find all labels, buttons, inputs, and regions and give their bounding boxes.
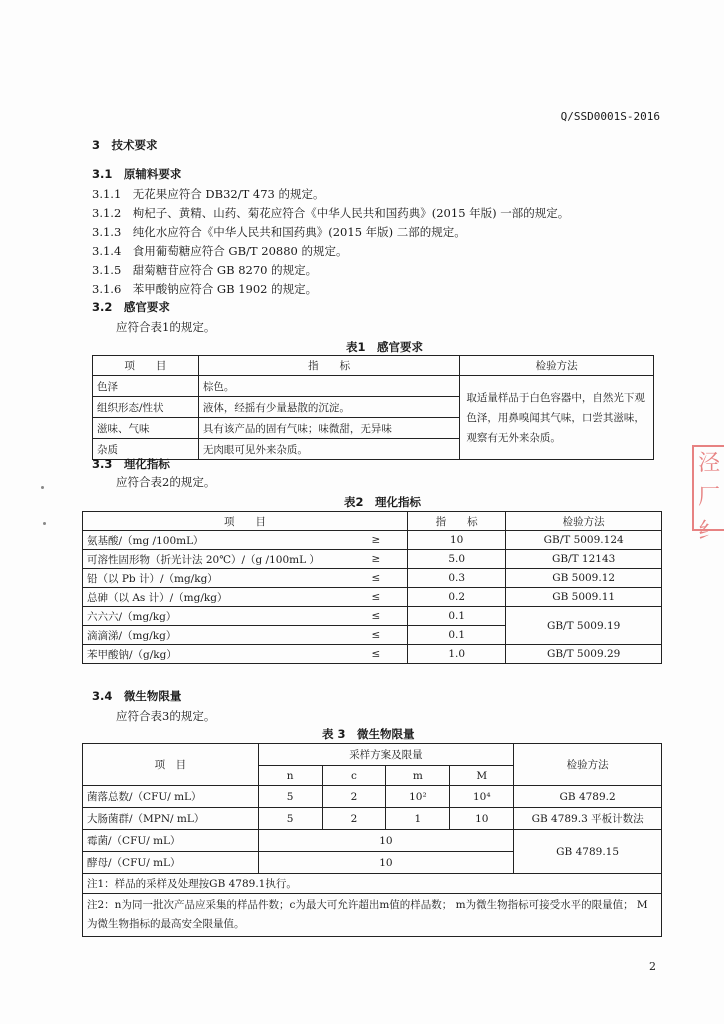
table1-caption: 表1 感官要求 bbox=[346, 340, 424, 354]
table-cell: ≤ bbox=[345, 607, 408, 626]
table-cell: 滋味、气味 bbox=[93, 418, 199, 439]
section-3-heading: 3 技术要求 bbox=[92, 138, 158, 152]
clause-3-1-6: 3.1.6 苯甲酸钠应符合 GB 1902 的规定。 bbox=[92, 282, 318, 296]
table-cell: GB 4789.15 bbox=[514, 830, 662, 874]
table-cell: GB 4789.2 bbox=[514, 786, 662, 808]
section-3-2-heading: 3.2 感官要求 bbox=[92, 300, 170, 314]
table-cell: 10² bbox=[386, 786, 450, 808]
table-cell: ≤ bbox=[345, 588, 408, 607]
clause-3-1-5: 3.1.5 甜菊糖苷应符合 GB 8270 的规定。 bbox=[92, 263, 318, 277]
table-cell: 2 bbox=[322, 786, 386, 808]
table3-header-method: 检验方法 bbox=[514, 744, 662, 786]
section-3-1-heading: 3.1 原辅料要求 bbox=[92, 167, 182, 181]
table-cell: 0.1 bbox=[408, 626, 506, 645]
table-cell: 大肠菌群/（MPN/ mL） bbox=[83, 808, 259, 830]
table-cell: GB/T 12143 bbox=[506, 550, 662, 569]
table-cell: 10 bbox=[258, 830, 514, 852]
table3-header-c: c bbox=[322, 766, 386, 786]
clause-3-1-2: 3.1.2 枸杞子、黄精、山药、菊花应符合《中华人民共和国药典》(2015 年版) 一部的规定。 bbox=[92, 206, 570, 220]
table-cell: 2 bbox=[322, 808, 386, 830]
scan-speck bbox=[41, 486, 44, 489]
table-cell: 组织形态/性状 bbox=[93, 397, 199, 418]
table2-header-method: 检验方法 bbox=[506, 512, 662, 531]
table3-header-M: M bbox=[450, 766, 514, 786]
table1-method: 取适量样品于白色容器中，自然光下观色泽，用鼻嗅闻其气味，口尝其滋味，观察有无外来杂质。 bbox=[460, 376, 654, 460]
table-cell: 0.1 bbox=[408, 607, 506, 626]
table-cell: 5 bbox=[258, 786, 322, 808]
table-cell: 色泽 bbox=[93, 376, 199, 397]
table-cell: 1 bbox=[386, 808, 450, 830]
table2-header-index: 指 标 bbox=[408, 512, 506, 531]
table1-header-index: 指 标 bbox=[198, 356, 460, 376]
table-cell: 棕色。 bbox=[198, 376, 460, 397]
clause-3-1-1: 3.1.1 无花果应符合 DB32/T 473 的规定。 bbox=[92, 187, 325, 201]
scan-speck bbox=[43, 522, 46, 525]
clause-3-1-4: 3.1.4 食用葡萄糖应符合 GB/T 20880 的规定。 bbox=[92, 244, 348, 258]
table-cell: 无肉眼可见外来杂质。 bbox=[198, 439, 460, 460]
table1-header-method: 检验方法 bbox=[460, 356, 654, 376]
table3-header-m: m bbox=[386, 766, 450, 786]
table-cell: 六六六/（mg/kg） bbox=[83, 607, 345, 626]
section-3-4-heading: 3.4 微生物限量 bbox=[92, 689, 182, 703]
table-cell: 5.0 bbox=[408, 550, 506, 569]
table3-note-1: 注1：样品的采样及处理按GB 4789.1执行。 bbox=[83, 874, 662, 894]
section-3-3-heading: 3.3 理化指标 bbox=[92, 457, 170, 471]
table2-header-item: 项 目 bbox=[83, 512, 408, 531]
microbial-table bbox=[82, 743, 662, 937]
table3-caption: 表 3 微生物限量 bbox=[322, 727, 415, 741]
table-cell: 0.2 bbox=[408, 588, 506, 607]
table-cell: 1.0 bbox=[408, 645, 506, 664]
table-cell: ≤ bbox=[345, 645, 408, 664]
table-cell: ≥ bbox=[345, 550, 408, 569]
table-cell: 液体，经摇有少量悬散的沉淀。 bbox=[198, 397, 460, 418]
table-cell: 酵母/（CFU/ mL） bbox=[83, 852, 259, 874]
section-3-2-text: 应符合表1的规定。 bbox=[116, 320, 216, 334]
table-cell: GB 5009.11 bbox=[506, 588, 662, 607]
table-cell: GB/T 5009.19 bbox=[506, 607, 662, 645]
table2-caption: 表2 理化指标 bbox=[344, 495, 422, 509]
table-cell: ≤ bbox=[345, 626, 408, 645]
table-cell: 10 bbox=[450, 808, 514, 830]
table-cell: GB 5009.12 bbox=[506, 569, 662, 588]
table-cell: 霉菌/（CFU/ mL） bbox=[83, 830, 259, 852]
table-cell: 10 bbox=[408, 531, 506, 550]
page-number: 2 bbox=[649, 960, 656, 973]
table-cell: 10 bbox=[258, 852, 514, 874]
table-cell: 氨基酸/（mg /100mL） bbox=[83, 531, 345, 550]
table-cell: GB/T 5009.124 bbox=[506, 531, 662, 550]
table-cell: 5 bbox=[258, 808, 322, 830]
table-cell: 滴滴涕/（mg/kg） bbox=[83, 626, 345, 645]
table3-header-plan: 采样方案及限量 bbox=[258, 744, 514, 766]
table-cell: GB/T 5009.29 bbox=[506, 645, 662, 664]
table-cell: ≤ bbox=[345, 569, 408, 588]
table3-note-2: 注2：n为同一批次产品应采集的样品件数；c为最大可允许超出m值的样品数； m为微生物指标可接受水平的限量值； M为微生物指标的最高安全限量值。 bbox=[83, 894, 662, 937]
table-cell: 可溶性固形物（折光计法 20℃）/（g /100mL ） bbox=[83, 550, 345, 569]
table-cell: 铅（以 Pb 计）/（mg/kg） bbox=[83, 569, 345, 588]
physicochemical-table bbox=[82, 511, 662, 664]
table-cell: 杂质 bbox=[93, 439, 199, 460]
table3-header-n: n bbox=[258, 766, 322, 786]
table-cell: ≥ bbox=[345, 531, 408, 550]
table-cell: 菌落总数/（CFU/ mL） bbox=[83, 786, 259, 808]
section-3-3-text: 应符合表2的规定。 bbox=[116, 475, 216, 489]
sensory-table bbox=[92, 355, 654, 460]
clause-3-1-3: 3.1.3 纯化水应符合《中华人民共和国药典》(2015 年版) 二部的规定。 bbox=[92, 225, 466, 239]
table-cell: 0.3 bbox=[408, 569, 506, 588]
table3-header-item: 项 目 bbox=[83, 744, 259, 786]
table-cell: 总砷（以 As 计）/（mg/kg） bbox=[83, 588, 345, 607]
section-3-4-text: 应符合表3的规定。 bbox=[116, 709, 216, 723]
table1-header-item: 项 目 bbox=[93, 356, 199, 376]
standard-code: Q/SSD0001S-2016 bbox=[560, 110, 660, 123]
table-cell: 苯甲酸钠/（g/kg） bbox=[83, 645, 345, 664]
table-cell: 具有该产品的固有气味；味微甜，无异味 bbox=[198, 418, 460, 439]
red-seal-stamp: 泾 厂纟 bbox=[692, 445, 724, 531]
table-cell: GB 4789.3 平板计数法 bbox=[514, 808, 662, 830]
table-cell: 10⁴ bbox=[450, 786, 514, 808]
